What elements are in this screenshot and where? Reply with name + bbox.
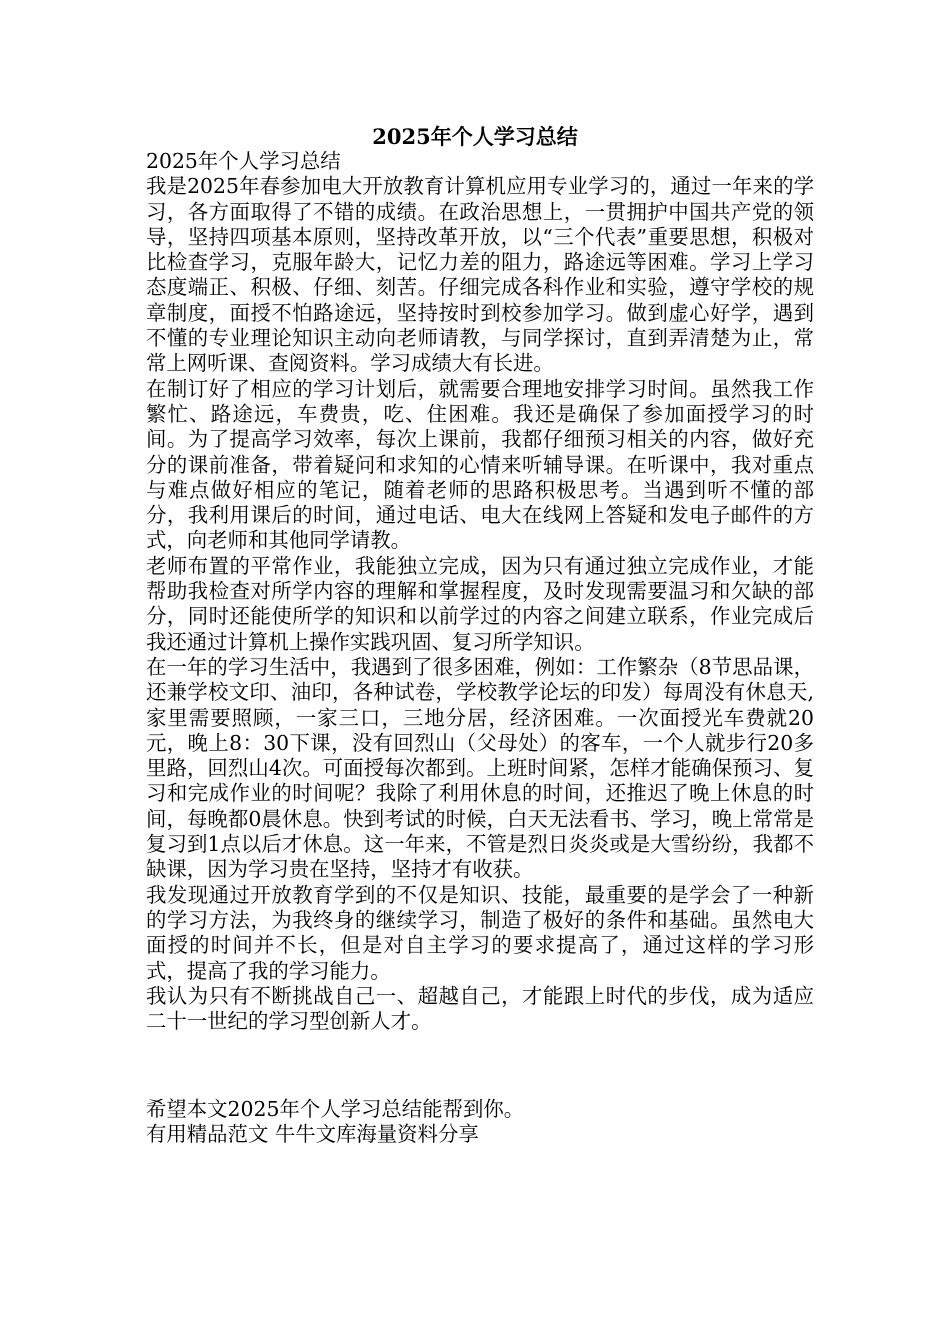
document-title: 2025年个人学习总结 bbox=[372, 124, 578, 149]
paragraph-1: 我是2025年春参加电大开放教育计算机应用专业学习的，通过一年来的学习，各方面取得了不错的成绩。在政治思想上，一贯拥护中国共产党的领导，坚持四项基本原则，坚持改革开放，以“三个代表”重要思想，积极对比检查学习，克服年龄大，记忆力差的阻力，路途远等困难。学习上学习态度端正、积极、仔细、刻苦。仔细完成各科作业和实验，遵守学校的规章制度，面授不怕路途远，坚持按时到校参加学习。做到虚心好学，遇到不懂的专业理论知识主动向老师请教，与同学探讨，直到弄清楚为止，常常上网听课、查阅资料。学习成绩大有长进。 bbox=[146, 174, 814, 376]
document-subtitle: 2025年个人学习总结 bbox=[146, 149, 341, 173]
paragraph-5: 我发现通过开放教育学到的不仅是知识、技能，最重要的是学会了一种新的学习方法，为我终身的继续学习，制造了极好的条件和基础。虽然电大面授的时间并不长，但是对自主学习的要求提高了，通过这样的学习形式，提高了我的学习能力。 bbox=[146, 882, 814, 983]
footer-line-2: 有用精品范文 牛牛文库海量资料分享 bbox=[146, 1122, 479, 1147]
paragraph-2: 在制订好了相应的学习计划后，就需要合理地安排学习时间。虽然我工作繁忙、路途远，车费贵，吃、住困难。我还是确保了参加面授学习的时间。为了提高学习效率，每次上课前，我都仔细预习相关的内容，做好充分的课前准备，带着疑问和求知的心情来听辅导课。在听课中，我对重点与难点做好相应的笔记，随着老师的思路积极思考。当遇到听不懂的部分，我利用课后的时间，通过电话、电大在线网上答疑和发电子邮件的方式，向老师和其他同学请教。 bbox=[146, 376, 814, 553]
footer-line-1: 希望本文2025年个人学习总结能帮到你。 bbox=[146, 1097, 525, 1121]
paragraph-4: 在一年的学习生活中，我遇到了很多困难，例如：工作繁杂（8节思品课，还兼学校文印、油印，各种试卷，学校教学论坛的印发）每周没有休息天,家里需要照顾，一家三口，三地分居，经济困难。一次面授光车费就20元，晚上8：30下课，没有回烈山（父母处）的客车，一个人就步行20多里路，回烈山4次。可面授每次都到。上班时间紧，怎样才能确保预习、复习和完成作业的时间呢？我除了利用休息的时间，还推迟了晚上休息的时间，每晚都0晨休息。快到考试的时候，白天无法看书、学习，晚上常常是复习到1点以后才休息。这一年来，不管是烈日炎炎或是大雪纷纷，我都不缺课，因为学习贵在坚持，坚持才有收获。 bbox=[146, 654, 814, 882]
paragraph-3: 老师布置的平常作业，我能独立完成，因为只有通过独立完成作业，才能帮助我检查对所学内容的理解和掌握程度，及时发现需要温习和欠缺的部分，同时还能使所学的知识和以前学过的内容之间建立联系，作业完成后我还通过计算机上操作实践巩固、复习所学知识。 bbox=[146, 553, 814, 654]
document-body bbox=[146, 149, 814, 1034]
paragraph-6: 我认为只有不断挑战自己一、超越自己，才能跟上时代的步伐，成为适应二十一世纪的学习型创新人才。 bbox=[146, 983, 814, 1034]
document-footer bbox=[146, 1097, 814, 1148]
